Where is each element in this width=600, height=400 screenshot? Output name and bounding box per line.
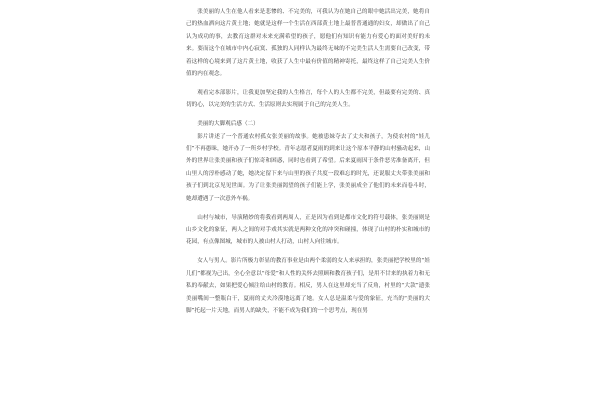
paragraph-4: 山村与城市，导演精妙的将我看到两周人，正是因为看到是都市文化的符号载体，张美丽则是山乡文化的象征，两人之间的对手戏其实就是两种文化的冲突和碰撞，体现了山村的朴实和城市的花园，有点像图城，城市的人被山村人打动，山村人向往城市。 <box>186 214 430 246</box>
section-subheading: 美丽的大脚观后感（二） <box>197 121 259 128</box>
paragraph-3: 影片讲述了一个普通农村孤女张美丽的故事。她被患妹夺去了丈夫和孩子，为使农村的“娃儿们”不再愚昧，她开办了一所乡村学校。青年志愿者夏雨的到来让这个原本平静的山村骚动起来，山外的世界让张美丽和孩子们惊奇和困惑，同时也看到了希望。后来夏雨因于条件恶劣准备离开，但山里人的淳朴感动了她，她决定留下来与山里的孩子共度一段难忘的时光，还说服丈夫带张美丽和孩子们到北京见见世面。为了让张美丽渴望的孩子们能上学，张美丽成全了他们的未来而卷斗时，她却遭遇了一次意外车祸。 <box>186 133 430 202</box>
paragraph-1: 张美丽的人生在他人看来是悲惨的、不完美的，可我认为在她自己的眼中她活出完美，她将自己的热血洒向这片黄土地；她就是这样一个生活在西部黄土地上最普普通通的妇女，却做出了自己认为成功的事，去教育这群对未来充满希望的孩子，愿他们有知识有能力有爱心的面对美好的未来。要而这个在城市中内心寂寞、孤独的人同样认为最终无味的不完美生活人生需要自己改变，带着这样的心境来到了这片黄土地，收获了人生中最有价值的精神寄托，最终这样了自己完美人生价值的内在观念。 <box>186 9 430 78</box>
document-page <box>186 6 430 396</box>
paragraph-5: 女人与男人。影片所极力彰显的教育事业是由两个柔弱的女人来承担的，张美丽把学校里的“娃儿们”都视为己出，全心全意以“母爱”和人性的关怀去照顾和教育孩子们，是用不甘来的执着力和无私的奉献去，如果把爱心倾注给山村的教育。相反，男人在这里却充当了反角，村里的“大款”遗张美丽嘴间一整瓶白干，夏雨的丈夫冷漠地远离了她。女人总是温柔与爱的象征，充当的“美丽的大脚”托起一片天地，而男人的缺失，不能不成为我们的一个思考点，现在男 <box>186 258 430 314</box>
paragraph-2: 观看完本部影片，让我更加坚定我的人生格言，每个人的人生都不完美，但最要有完美的、真切的心，以完美的生活方式、生活原则去实现属于自己的完美人生。 <box>186 89 430 109</box>
